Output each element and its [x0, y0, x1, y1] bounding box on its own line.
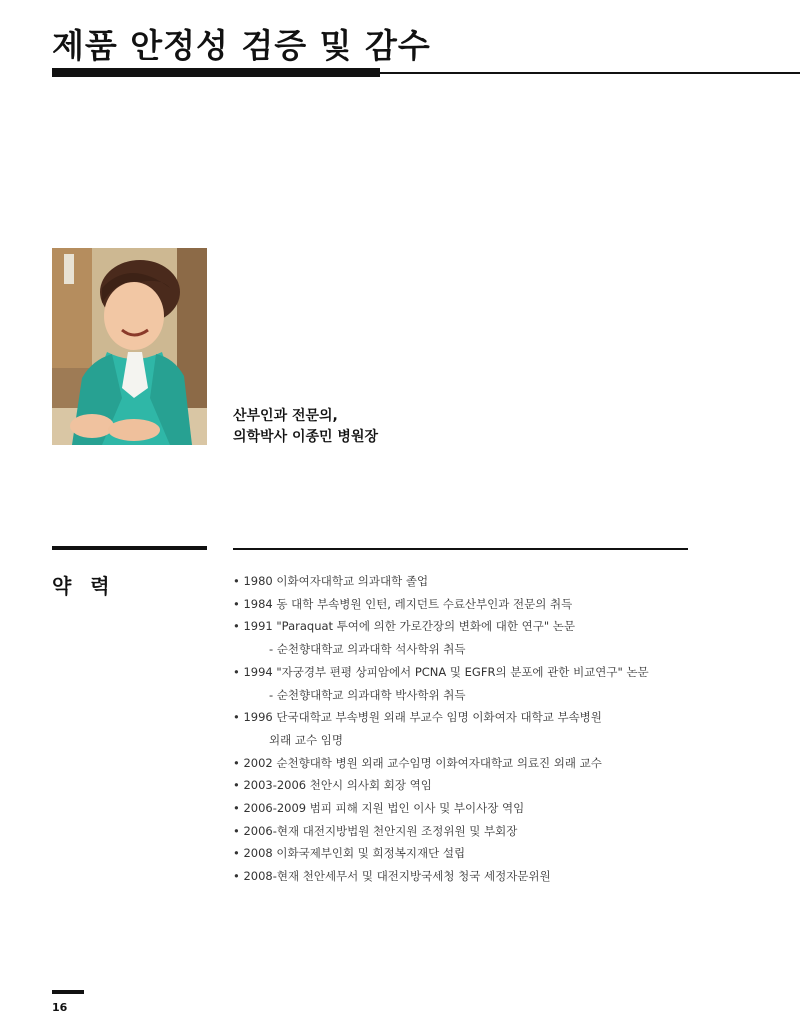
section-rule-left — [52, 546, 207, 550]
career-item: • 1984 동 대학 부속병원 인턴, 레지던트 수료산부인과 전문의 취득 — [233, 596, 573, 611]
title-underline-thin — [380, 72, 800, 74]
page-number-rule — [52, 990, 84, 994]
caption-name: 의학박사 이종민 병원장 — [233, 429, 378, 445]
career-item: • 1991 "Paraquat 투여에 의한 가로간장의 변화에 대한 연구" 논문 - 순천향대학교 의과대학 석사학위 취득 — [233, 615, 703, 660]
career-item: • 2003-2006 천안시 의사회 회장 역임 — [233, 778, 432, 793]
career-item: • 2006-현재 대전지방법원 천안지원 조정위원 및 부회장 — [233, 823, 518, 838]
section-rule-right — [233, 548, 688, 550]
doctor-caption — [233, 406, 378, 448]
career-item-detail: 외래 교수 임명 — [269, 732, 343, 747]
career-item: • 2002 순천향대학 병원 외래 교수임명 이화여자대학교 의료진 외래 교수 — [233, 755, 602, 770]
career-item: • 2008-현재 천안세무서 및 대전지방국세청 청국 세정자문위원 — [233, 869, 551, 884]
career-list — [233, 570, 703, 888]
career-item: • 1996 단국대학교 부속병원 외래 부교수 임명 이화여자 대학교 부속병원 외래 교수 임명 — [233, 706, 703, 751]
career-item-detail: - 순천향대학교 의과대학 박사학위 취득 — [269, 687, 466, 702]
career-item: • 2008 이화국제부인회 및 희정복지재단 설립 — [233, 846, 466, 861]
career-heading: 약 력 — [52, 574, 116, 598]
page-number: 16 — [52, 1001, 68, 1014]
portrait-photo — [52, 248, 207, 445]
title-underline-thick — [52, 68, 380, 77]
career-item-detail: - 순천향대학교 의과대학 석사학위 취득 — [269, 642, 466, 657]
career-item: • 1994 "자궁경부 편평 상피암에서 PCNA 및 EGFR의 분포에 관한 비교연구" 논문 - 순천향대학교 의과대학 박사학위 취득 — [233, 661, 703, 706]
career-item: • 2006-2009 범피 피해 지원 법인 이사 및 부이사장 역임 — [233, 801, 525, 816]
caption-specialty: 산부인과 전문의, — [233, 408, 338, 424]
page-title: 제품 안정성 검증 및 감수 — [52, 26, 431, 65]
career-item: • 1980 이화여자대학교 의과대학 졸업 — [233, 574, 429, 588]
